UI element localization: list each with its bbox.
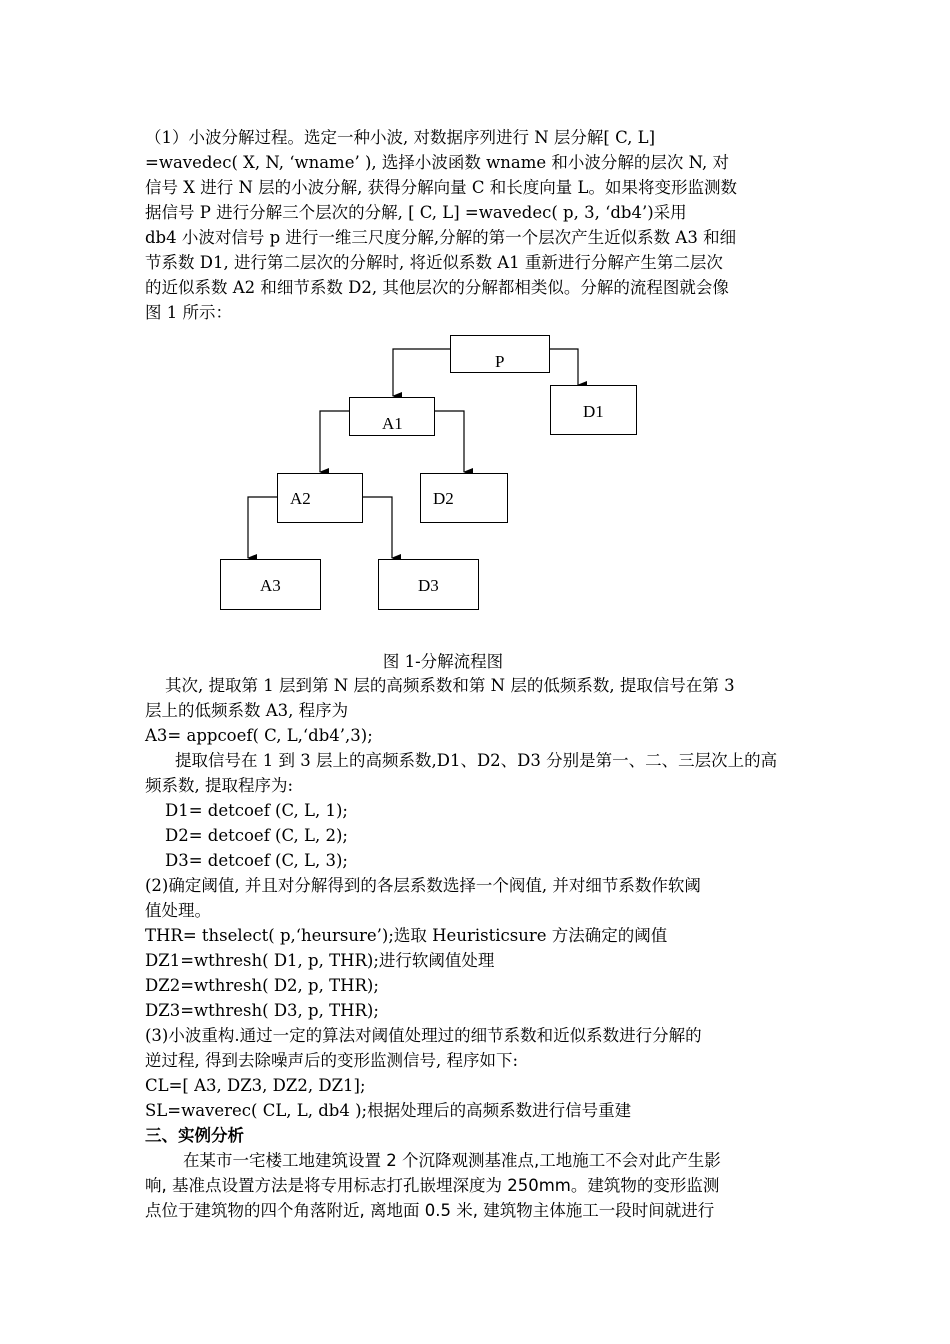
figure-caption: 图 1-分解流程图 [382, 652, 504, 671]
code-line: DZ3=wthresh( D3, p, THR); [145, 1001, 379, 1020]
text-line: （1）小波分解过程。选定一种小波, 对数据序列进行 N 层分解[ C, L] [145, 128, 656, 147]
connector-p-a1 [393, 349, 450, 396]
connector-a2-d3 [363, 497, 392, 558]
text-line: 逆过程, 得到去除噪声后的变形监测信号, 程序如下: [145, 1051, 519, 1070]
text-line: db4 小波对信号 p 进行一维三尺度分解,分解的第一个层次产生近似系数 A3 和细 [145, 228, 737, 247]
connector-a1-d2 [435, 411, 464, 472]
node-p-label: P [495, 352, 505, 371]
code-line: D1= detcoef (C, L, 1); [165, 801, 348, 820]
text-line: 信号 X 进行 N 层的小波分解, 获得分解向量 C 和长度向量 L。如果将变形监测数 [145, 178, 737, 197]
text-line: 节系数 D1, 进行第二层次的分解时, 将近似系数 A1 重新进行分解产生第二层次 [145, 253, 723, 272]
node-a3-label: A3 [260, 576, 281, 595]
text-line: 图 1 所示： [145, 303, 232, 322]
connector-a1-a2 [320, 411, 349, 472]
node-d1-label: D1 [583, 402, 604, 421]
code-line: DZ2=wthresh( D2, p, THR); [145, 976, 379, 995]
node-a3 [220, 559, 321, 610]
node-a2-label: A2 [290, 489, 311, 508]
node-d2-label: D2 [433, 489, 454, 508]
code-line: DZ1=wthresh( D1, p, THR);进行软阈值处理 [145, 951, 495, 970]
text-line: 的近似系数 A2 和细节系数 D2, 其他层次的分解都相类似。分解的流程图就会像 [145, 278, 729, 297]
code-line: D3= detcoef (C, L, 3); [165, 851, 348, 870]
node-a2 [277, 473, 363, 523]
node-a1 [349, 397, 435, 436]
connector-p-d1 [550, 349, 578, 385]
node-p [450, 335, 550, 373]
text-line: 值处理。 [145, 901, 211, 920]
section-heading: 三、实例分析 [145, 1126, 244, 1145]
node-d3 [378, 559, 479, 610]
code-line: CL=[ A3, DZ3, DZ2, DZ1]; [145, 1076, 366, 1095]
code-line: A3= appcoef( C, L,‘db4’,3); [145, 726, 373, 745]
text-line: 提取信号在 1 到 3 层上的高频系数,D1、D2、D3 分别是第一、二、三层次上的高 [175, 751, 778, 770]
node-a1-label: A1 [382, 414, 403, 433]
text-line: 层上的低频系数 A3, 程序为 [145, 701, 349, 720]
text-line: 在某市一宅楼工地建筑设置 2 个沉降观测基准点,工地施工不会对此产生影 [183, 1151, 721, 1170]
code-line: SL=waverec( CL, L, db4 );根据处理后的高频系数进行信号重建 [145, 1101, 632, 1120]
node-d1 [550, 385, 637, 435]
text-line: =wavedec( X, N, ‘wname’ ), 选择小波函数 wname 和小波分解的层次 N, 对 [145, 153, 729, 172]
text-line: 据信号 P 进行分解三个层次的分解, [ C, L] =wavedec( p, 3, ‘db4’)采用 [145, 203, 687, 222]
decomposition-flowchart [0, 0, 950, 650]
text-line: 其次, 提取第 1 层到第 N 层的高频系数和第 N 层的低频系数, 提取信号在第 3 [165, 676, 735, 695]
node-d3-label: D3 [418, 576, 439, 595]
text-line: 频系数, 提取程序为: [145, 776, 294, 795]
code-line: THR= thselect( p,‘heursure’);选取 Heuristicsure 方法确定的阈值 [145, 926, 668, 945]
text-line: (2)确定阈值, 并且对分解得到的各层系数选择一个阀值, 并对细节系数作软阈 [145, 876, 701, 895]
text-line: (3)小波重构.通过一定的算法对阈值处理过的细节系数和近似系数进行分解的 [145, 1026, 702, 1045]
text-line: 响, 基准点设置方法是将专用标志打孔嵌埋深度为 250mm。建筑物的变形监测 [145, 1176, 720, 1195]
node-d2 [420, 473, 508, 523]
text-line: 点位于建筑物的四个角落附近, 离地面 0.5 米, 建筑物主体施工一段时间就进行 [145, 1201, 715, 1220]
code-line: D2= detcoef (C, L, 2); [165, 826, 348, 845]
connector-a2-a3 [248, 497, 277, 558]
